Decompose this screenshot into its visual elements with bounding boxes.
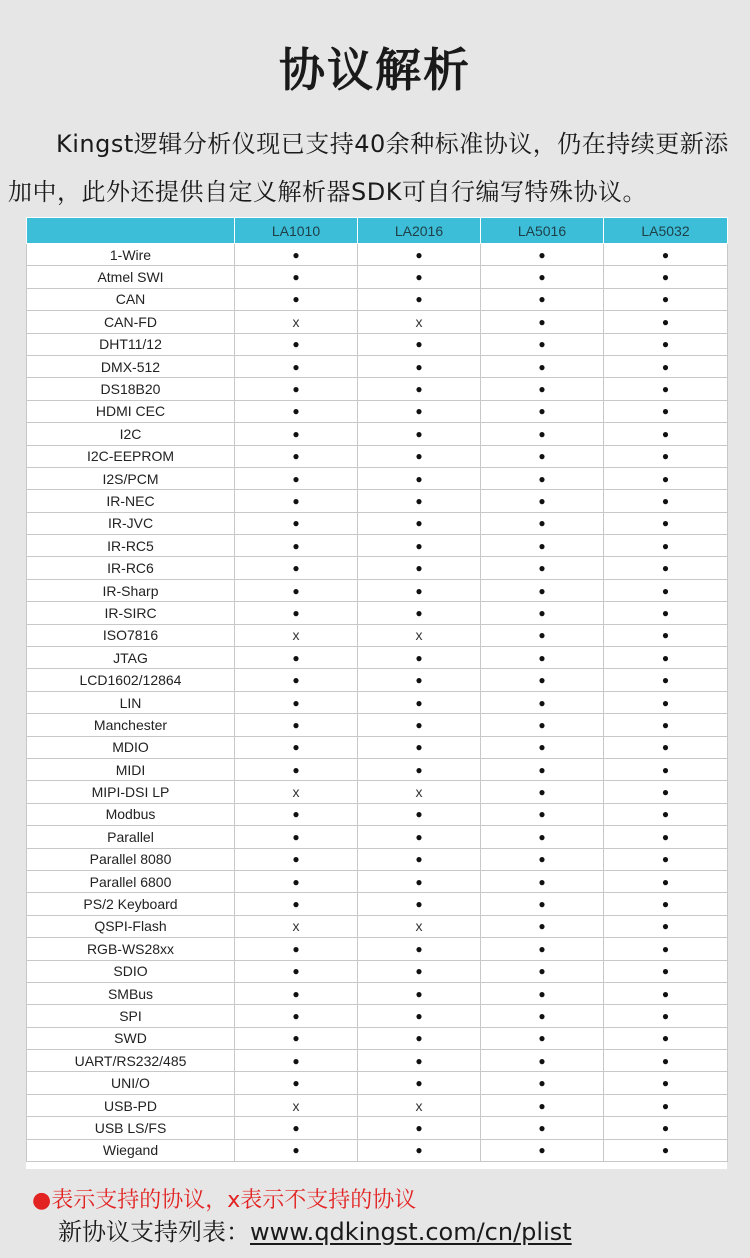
- protocol-name-cell: SPI: [27, 1005, 235, 1027]
- protocol-name-cell: HDMI CEC: [27, 400, 235, 422]
- protocol-name-cell: RGB-WS28xx: [27, 938, 235, 960]
- unsupported-mark-cell: x: [235, 915, 358, 937]
- supported-mark-cell: ●: [604, 602, 728, 624]
- supported-mark-cell: ●: [235, 266, 358, 288]
- supported-mark-cell: ●: [235, 1072, 358, 1094]
- supported-mark-cell: ●: [235, 423, 358, 445]
- supported-mark-cell: ●: [235, 1005, 358, 1027]
- supported-mark-cell: ●: [604, 467, 728, 489]
- supported-mark-cell: ●: [604, 266, 728, 288]
- protocol-name-cell: Wiegand: [27, 1139, 235, 1161]
- protocol-name-cell: CAN-FD: [27, 311, 235, 333]
- table-row: [27, 781, 728, 803]
- protocol-name-cell: USB-PD: [27, 1094, 235, 1116]
- supported-mark-cell: ●: [481, 691, 604, 713]
- supported-mark-cell: ●: [235, 669, 358, 691]
- supported-mark-cell: ●: [235, 602, 358, 624]
- table-header-row: [27, 218, 728, 244]
- protocol-name-cell: IR-NEC: [27, 490, 235, 512]
- supported-mark-cell: ●: [235, 826, 358, 848]
- supported-mark-cell: ●: [604, 355, 728, 377]
- unsupported-mark-cell: x: [358, 624, 481, 646]
- supported-mark-cell: ●: [604, 333, 728, 355]
- supported-mark-cell: ●: [481, 244, 604, 266]
- supported-mark-cell: ●: [481, 1094, 604, 1116]
- supported-mark-cell: ●: [358, 893, 481, 915]
- table-row: [27, 1094, 728, 1116]
- protocol-name-cell: 1-Wire: [27, 244, 235, 266]
- supported-mark-cell: ●: [358, 669, 481, 691]
- supported-mark-cell: ●: [235, 1027, 358, 1049]
- supported-mark-cell: ●: [235, 1139, 358, 1161]
- supported-mark-cell: ●: [235, 355, 358, 377]
- supported-mark-cell: ●: [481, 423, 604, 445]
- table-row: [27, 669, 728, 691]
- support-legend: ●表示支持的协议，x表示不支持的协议: [32, 1188, 417, 1213]
- supported-mark-cell: ●: [604, 826, 728, 848]
- unsupported-mark-cell: x: [358, 915, 481, 937]
- protocol-name-cell: I2C-EEPROM: [27, 445, 235, 467]
- supported-mark-cell: ●: [358, 333, 481, 355]
- table-row: [27, 244, 728, 266]
- supported-mark-cell: ●: [604, 400, 728, 422]
- supported-mark-cell: ●: [481, 714, 604, 736]
- protocol-name-cell: IR-Sharp: [27, 579, 235, 601]
- unsupported-mark-cell: x: [235, 781, 358, 803]
- unsupported-mark-cell: x: [235, 1094, 358, 1116]
- supported-mark-cell: ●: [358, 490, 481, 512]
- protocol-name-cell: I2S/PCM: [27, 467, 235, 489]
- intro-paragraph: Kingst逻辑分析仪现已支持40余种标准协议，仍在持续更新添加中，此外还提供自定义解析器SDK可自行编写特殊协议。: [8, 130, 729, 206]
- column-header-model: LA5016: [481, 218, 604, 244]
- supported-mark-cell: ●: [235, 893, 358, 915]
- supported-mark-cell: ●: [481, 400, 604, 422]
- supported-mark-cell: ●: [481, 355, 604, 377]
- supported-mark-cell: ●: [604, 1117, 728, 1139]
- page-title: 协议解析: [279, 43, 471, 97]
- table-row: [27, 445, 728, 467]
- protocol-name-cell: ISO7816: [27, 624, 235, 646]
- protocol-name-cell: DS18B20: [27, 378, 235, 400]
- supported-mark-cell: ●: [235, 535, 358, 557]
- supported-mark-cell: ●: [604, 1139, 728, 1161]
- supported-mark-cell: ●: [358, 714, 481, 736]
- supported-mark-cell: ●: [481, 647, 604, 669]
- supported-mark-cell: ●: [604, 647, 728, 669]
- supported-mark-cell: ●: [235, 803, 358, 825]
- supported-mark-cell: ●: [481, 781, 604, 803]
- table-row: [27, 848, 728, 870]
- table-row: [27, 691, 728, 713]
- supported-mark-cell: ●: [358, 423, 481, 445]
- supported-mark-cell: ●: [358, 938, 481, 960]
- table-row: [27, 490, 728, 512]
- protocol-name-cell: DHT11/12: [27, 333, 235, 355]
- table-row: [27, 893, 728, 915]
- supported-mark-cell: ●: [358, 870, 481, 892]
- supported-mark-cell: ●: [358, 602, 481, 624]
- supported-mark-cell: ●: [358, 535, 481, 557]
- supported-mark-cell: ●: [604, 758, 728, 780]
- supported-mark-cell: ●: [604, 378, 728, 400]
- protocol-name-cell: MIPI-DSI LP: [27, 781, 235, 803]
- table-row: [27, 423, 728, 445]
- supported-mark-cell: ●: [358, 557, 481, 579]
- supported-mark-cell: ●: [604, 579, 728, 601]
- table-row: [27, 714, 728, 736]
- supported-mark-cell: ●: [358, 826, 481, 848]
- protocol-name-cell: Parallel: [27, 826, 235, 848]
- supported-mark-cell: ●: [235, 557, 358, 579]
- unsupported-mark-cell: x: [358, 311, 481, 333]
- supported-mark-cell: ●: [235, 982, 358, 1004]
- supported-mark-cell: ●: [358, 1072, 481, 1094]
- supported-mark-cell: ●: [481, 1117, 604, 1139]
- supported-mark-cell: ●: [481, 870, 604, 892]
- protocol-name-cell: LCD1602/12864: [27, 669, 235, 691]
- table-row: [27, 467, 728, 489]
- supported-mark-cell: ●: [235, 490, 358, 512]
- table-header: [27, 218, 728, 244]
- supported-mark-cell: ●: [604, 490, 728, 512]
- column-header-model: LA2016: [358, 218, 481, 244]
- supported-mark-cell: ●: [604, 311, 728, 333]
- table-row: [27, 1139, 728, 1161]
- supported-mark-cell: ●: [481, 333, 604, 355]
- supported-mark-cell: ●: [358, 467, 481, 489]
- table-row: [27, 288, 728, 310]
- supported-mark-cell: ●: [481, 736, 604, 758]
- supported-mark-cell: ●: [604, 1027, 728, 1049]
- supported-mark-cell: ●: [604, 535, 728, 557]
- supported-mark-cell: ●: [481, 535, 604, 557]
- protocol-name-cell: IR-SIRC: [27, 602, 235, 624]
- supported-mark-cell: ●: [481, 938, 604, 960]
- unsupported-mark-cell: x: [235, 624, 358, 646]
- supported-mark-cell: ●: [358, 445, 481, 467]
- unsupported-mark-cell: x: [235, 311, 358, 333]
- supported-mark-cell: ●: [481, 311, 604, 333]
- supported-mark-cell: ●: [481, 579, 604, 601]
- table-row: [27, 736, 728, 758]
- supported-mark-cell: ●: [604, 691, 728, 713]
- supported-mark-cell: ●: [481, 758, 604, 780]
- protocol-support-table-container: [26, 217, 727, 1169]
- supported-mark-cell: ●: [358, 1050, 481, 1072]
- protocol-name-cell: UNI/O: [27, 1072, 235, 1094]
- protocol-name-cell: USB LS/FS: [27, 1117, 235, 1139]
- supported-mark-cell: ●: [481, 624, 604, 646]
- table-row: [27, 647, 728, 669]
- supported-mark-cell: ●: [604, 736, 728, 758]
- table-row: [27, 624, 728, 646]
- supported-mark-cell: ●: [481, 288, 604, 310]
- supported-mark-cell: ●: [358, 982, 481, 1004]
- column-header-model: LA5032: [604, 218, 728, 244]
- supported-mark-cell: ●: [358, 647, 481, 669]
- supported-mark-cell: ●: [604, 803, 728, 825]
- table-body: [27, 244, 728, 1162]
- supported-mark-cell: ●: [358, 579, 481, 601]
- supported-mark-cell: ●: [604, 624, 728, 646]
- supported-mark-cell: ●: [235, 244, 358, 266]
- supported-mark-cell: ●: [481, 826, 604, 848]
- supported-mark-cell: ●: [481, 378, 604, 400]
- table-row: [27, 311, 728, 333]
- protocol-list-link[interactable]: www.qdkingst.com/cn/plist: [250, 1218, 572, 1246]
- table-row: [27, 803, 728, 825]
- supported-mark-cell: ●: [604, 1072, 728, 1094]
- supported-mark-cell: ●: [235, 758, 358, 780]
- table-row: [27, 378, 728, 400]
- supported-mark-cell: ●: [358, 803, 481, 825]
- table-row: [27, 870, 728, 892]
- column-header-model: LA1010: [235, 218, 358, 244]
- supported-mark-cell: ●: [235, 288, 358, 310]
- supported-mark-cell: ●: [235, 467, 358, 489]
- supported-mark-cell: ●: [235, 960, 358, 982]
- supported-mark-cell: ●: [358, 1027, 481, 1049]
- table-row: [27, 982, 728, 1004]
- supported-mark-cell: ●: [358, 266, 481, 288]
- protocol-name-cell: SDIO: [27, 960, 235, 982]
- supported-mark-cell: ●: [235, 736, 358, 758]
- supported-mark-cell: ●: [604, 848, 728, 870]
- table-row: [27, 1027, 728, 1049]
- supported-mark-cell: ●: [235, 333, 358, 355]
- table-row: [27, 557, 728, 579]
- supported-mark-cell: ●: [481, 445, 604, 467]
- protocol-name-cell: Modbus: [27, 803, 235, 825]
- supported-mark-cell: ●: [481, 982, 604, 1004]
- table-row: [27, 266, 728, 288]
- supported-mark-cell: ●: [481, 557, 604, 579]
- protocol-name-cell: IR-RC6: [27, 557, 235, 579]
- supported-mark-cell: ●: [235, 647, 358, 669]
- table-row: [27, 535, 728, 557]
- supported-mark-cell: ●: [481, 960, 604, 982]
- supported-mark-cell: ●: [481, 266, 604, 288]
- supported-mark-cell: ●: [481, 602, 604, 624]
- table-row: [27, 915, 728, 937]
- supported-mark-cell: ●: [604, 1005, 728, 1027]
- table-row: [27, 400, 728, 422]
- supported-mark-cell: ●: [358, 691, 481, 713]
- table-row: [27, 355, 728, 377]
- supported-mark-cell: ●: [235, 938, 358, 960]
- supported-mark-cell: ●: [235, 870, 358, 892]
- protocol-name-cell: JTAG: [27, 647, 235, 669]
- supported-mark-cell: ●: [481, 1005, 604, 1027]
- supported-mark-cell: ●: [604, 960, 728, 982]
- supported-mark-cell: ●: [604, 1094, 728, 1116]
- protocol-name-cell: CAN: [27, 288, 235, 310]
- supported-mark-cell: ●: [358, 355, 481, 377]
- table-row: [27, 1050, 728, 1072]
- protocol-name-cell: QSPI-Flash: [27, 915, 235, 937]
- supported-mark-cell: ●: [358, 400, 481, 422]
- supported-mark-cell: ●: [604, 938, 728, 960]
- protocol-name-cell: Parallel 8080: [27, 848, 235, 870]
- table-row: [27, 602, 728, 624]
- table-row: [27, 512, 728, 534]
- protocol-name-cell: UART/RS232/485: [27, 1050, 235, 1072]
- supported-mark-cell: ●: [604, 512, 728, 534]
- unsupported-mark-cell: x: [358, 781, 481, 803]
- protocol-name-cell: LIN: [27, 691, 235, 713]
- supported-mark-cell: ●: [481, 848, 604, 870]
- supported-mark-cell: ●: [358, 1005, 481, 1027]
- protocol-name-cell: IR-JVC: [27, 512, 235, 534]
- protocol-name-cell: SMBus: [27, 982, 235, 1004]
- supported-mark-cell: ●: [604, 557, 728, 579]
- protocol-support-table: [26, 217, 728, 1162]
- supported-mark-cell: ●: [604, 669, 728, 691]
- supported-mark-cell: ●: [481, 467, 604, 489]
- supported-mark-cell: ●: [235, 1050, 358, 1072]
- supported-mark-cell: ●: [481, 1050, 604, 1072]
- supported-mark-cell: ●: [604, 915, 728, 937]
- supported-mark-cell: ●: [604, 714, 728, 736]
- supported-mark-cell: ●: [604, 781, 728, 803]
- table-row: [27, 1072, 728, 1094]
- supported-mark-cell: ●: [604, 244, 728, 266]
- supported-mark-cell: ●: [481, 490, 604, 512]
- supported-mark-cell: ●: [235, 1117, 358, 1139]
- supported-mark-cell: ●: [481, 803, 604, 825]
- supported-mark-cell: ●: [235, 691, 358, 713]
- supported-mark-cell: ●: [604, 423, 728, 445]
- supported-mark-cell: ●: [604, 982, 728, 1004]
- supported-mark-cell: ●: [358, 244, 481, 266]
- supported-mark-cell: ●: [604, 288, 728, 310]
- supported-mark-cell: ●: [481, 512, 604, 534]
- protocol-name-cell: MIDI: [27, 758, 235, 780]
- supported-mark-cell: ●: [604, 1050, 728, 1072]
- supported-mark-cell: ●: [358, 288, 481, 310]
- supported-mark-cell: ●: [604, 870, 728, 892]
- protocol-name-cell: DMX-512: [27, 355, 235, 377]
- supported-mark-cell: ●: [481, 893, 604, 915]
- supported-mark-cell: ●: [235, 445, 358, 467]
- supported-mark-cell: ●: [358, 1139, 481, 1161]
- supported-mark-cell: ●: [604, 445, 728, 467]
- table-row: [27, 960, 728, 982]
- supported-mark-cell: ●: [235, 579, 358, 601]
- table-row: [27, 1005, 728, 1027]
- supported-mark-cell: ●: [235, 378, 358, 400]
- supported-mark-cell: ●: [358, 378, 481, 400]
- column-header-protocol: [27, 218, 235, 244]
- supported-mark-cell: ●: [358, 1117, 481, 1139]
- supported-mark-cell: ●: [358, 848, 481, 870]
- protocol-list-link-line: [58, 1215, 572, 1249]
- supported-mark-cell: ●: [604, 893, 728, 915]
- table-row: [27, 758, 728, 780]
- supported-mark-cell: ●: [358, 736, 481, 758]
- table-row: [27, 579, 728, 601]
- supported-mark-cell: ●: [481, 669, 604, 691]
- supported-mark-cell: ●: [481, 1072, 604, 1094]
- table-row: [27, 938, 728, 960]
- supported-mark-cell: ●: [481, 1027, 604, 1049]
- protocol-name-cell: Atmel SWI: [27, 266, 235, 288]
- table-row: [27, 1117, 728, 1139]
- supported-mark-cell: ●: [358, 960, 481, 982]
- protocol-name-cell: SWD: [27, 1027, 235, 1049]
- table-row: [27, 826, 728, 848]
- protocol-name-cell: PS/2 Keyboard: [27, 893, 235, 915]
- link-label: 新协议支持列表：: [58, 1218, 250, 1246]
- protocol-name-cell: MDIO: [27, 736, 235, 758]
- protocol-name-cell: Manchester: [27, 714, 235, 736]
- supported-mark-cell: ●: [358, 512, 481, 534]
- table-row: [27, 333, 728, 355]
- supported-mark-cell: ●: [235, 400, 358, 422]
- protocol-name-cell: I2C: [27, 423, 235, 445]
- supported-mark-cell: ●: [481, 1139, 604, 1161]
- supported-mark-cell: ●: [358, 758, 481, 780]
- protocol-name-cell: IR-RC5: [27, 535, 235, 557]
- unsupported-mark-cell: x: [358, 1094, 481, 1116]
- supported-mark-cell: ●: [235, 714, 358, 736]
- supported-mark-cell: ●: [235, 512, 358, 534]
- supported-mark-cell: ●: [481, 915, 604, 937]
- protocol-name-cell: Parallel 6800: [27, 870, 235, 892]
- supported-mark-cell: ●: [235, 848, 358, 870]
